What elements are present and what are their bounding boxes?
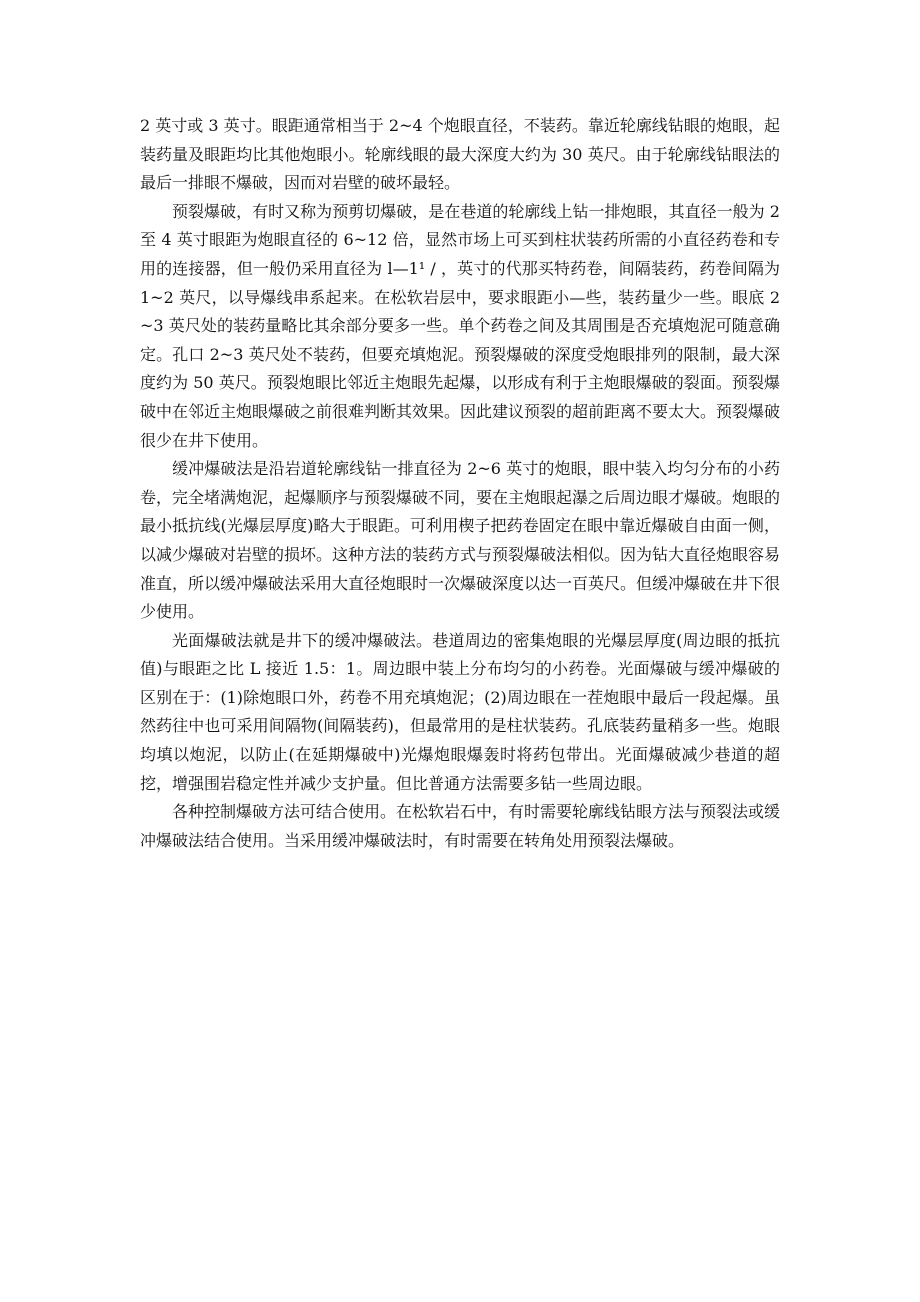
document-body [140, 112, 780, 855]
paragraph-contour-drilling-continued: 2 英寸或 3 英寸。眼距通常相当于 2~4 个炮眼直径，不装药。靠近轮廓线钻眼的炮眼，起装药量及眼距均比其他炮眼小。轮廓线眼的最大深度大约为 30 英尺。由于轮廓线钻眼法的最后一排眼不爆破，因而对岩壁的破坏最轻。 [140, 116, 780, 193]
paragraph-cushion-blasting: 缓冲爆破法是沿岩道轮廓线钻一排直径为 2~6 英寸的炮眼，眼中装入均匀分布的小药卷，完全堵满炮泥，起爆顺序与预裂爆破不同，要在主炮眼起瀑之后周边眼才爆破。炮眼的最小抵抗线(光爆层厚度)略大于眼距。可利用楔子把药卷固定在眼中靠近爆破自由面一侧，以减少爆破对岩壁的损坏。这种方法的装药方式与预裂爆破法相似。因为钻大直径炮眼容易准直，所以缓冲爆破法采用大直径炮眼时一次爆破深度以达一百英尺。但缓冲爆破在井下很少使用。 [140, 459, 781, 622]
paragraph-smooth-blasting: 光面爆破法就是井下的缓冲爆破法。巷道周边的密集炮眼的光爆层厚度(周边眼的抵抗值)与眼距之比 L 接近 1.5：1。周边眼中装上分布均匀的小药卷。光面爆破与缓冲爆破的区别在于：(1)除炮眼口外，药卷不用充填炮泥；(2)周边眼在一茬炮眼中最后一段起爆。虽然药往中也可采用间隔物(间隔装药)，但最常用的是柱状装药。孔底装药量稍多一些。炮眼均填以炮泥，以防止(在延期爆破中)光爆炮眼爆轰时将药包带出。光面爆破减少巷道的超挖，增强围岩稳定性并减少支护量。但比普通方法需要多钻一些周边眼。 [140, 630, 780, 793]
paragraph-combined-methods: 各种控制爆破方法可结合使用。在松软岩石中，有时需要轮廓线钻眼方法与预裂法或缓冲爆破法结合使用。当采用缓冲爆破法时，有时需要在转角处用预裂法爆破。 [140, 802, 781, 850]
paragraph-presplit-blasting: 预裂爆破，有时又称为预剪切爆破，是在巷道的轮廓线上钻一排炮眼，其直径一般为 2 至 4 英寸眼距为炮眼直径的 6~12 倍，显然市场上可买到柱状装药所需的小直径药卷和专用的连接器，但一般仍采用直径为 l—1¹ / ，英寸的代那买特药卷，间隔装药，药卷间隔为 1~2 英尺，以导爆线串系起来。在松软岩层中，要求眼距小—些，装药量少一些。眼底 2~3 英尺处的装药量略比其余部分要多一些。单个药卷之间及其周围是否充填炮泥可随意确定。孔口 2~3 英尺处不装药，但要充填炮泥。预裂爆破的深度受炮眼排列的限制，最大深度约为 50 英尺。预裂炮眼比邻近主炮眼先起爆，以形成有利于主炮眼爆破的裂面。预裂爆破中在邻近主炮眼爆破之前很难判断其效果。因此建议预裂的超前距离不要太大。预裂爆破很少在井下使用。 [140, 201, 781, 450]
